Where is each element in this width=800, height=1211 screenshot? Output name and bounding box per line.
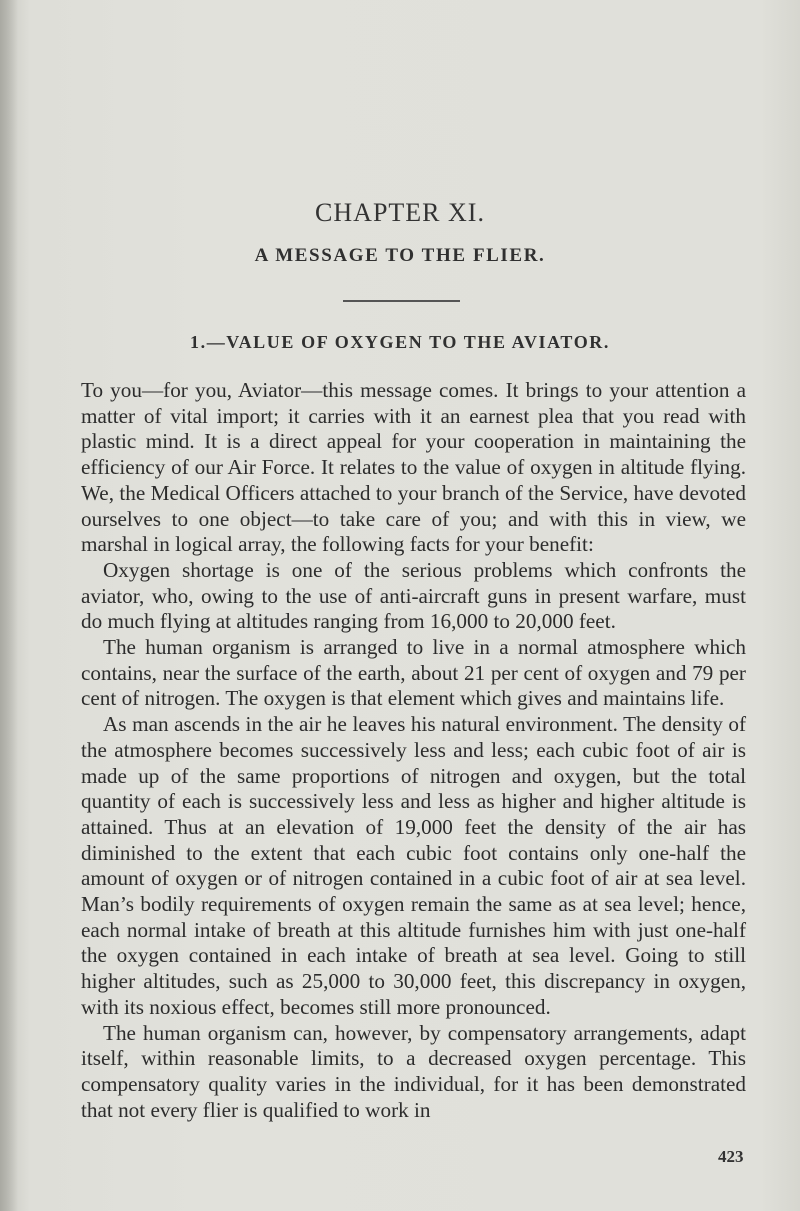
section-heading: 1.—VALUE OF OXYGEN TO THE AVIATOR. — [190, 332, 610, 352]
paragraph: The human organism is arranged to live in a normal atmosphere which contains, near the surface of the earth, about 21 per cent of oxygen and 79 per cent of nitrogen. The oxygen is that element which gives and maintains life. — [81, 635, 746, 711]
page-number: 423 — [718, 1147, 744, 1166]
chapter-heading: CHAPTER XI. — [315, 198, 485, 227]
paragraph: The human organism can, however, by compensatory arrangements, adapt itself, within reasonable limits, to a decreased oxygen percentage. This compensatory quality varies in the individual, for it has been demonstrated that not every flier is qualified to work in — [81, 1020, 746, 1122]
paragraph: To you—for you, Aviator—this message comes. It brings to your attention a matter of vital import; it carries with it an earnest plea that you read with plastic mind. It is a direct appeal for your cooperation in maintaining the efficiency of our Air Force. It relates to the value of oxygen in altitude flying. We, the Medical Officers attached to your branch of the Service, have devoted ourselves to one object—to take care of you; and with this in view, we marshal in logical array, the following facts for your benefit: — [81, 378, 746, 557]
title-rule — [343, 300, 460, 302]
binding-shadow — [0, 0, 18, 1211]
chapter-title: A MESSAGE TO THE FLIER. — [254, 245, 546, 266]
paragraph: Oxygen shortage is one of the serious problems which confronts the aviator, who, owing to the use of anti-aircraft guns in present warfare, must do much flying at altitudes ranging from 16,000 to 20,000 feet. — [81, 557, 746, 634]
paragraph: As man ascends in the air he leaves his natural environment. The density of the atmosphere becomes successively less and less; each cubic foot of air is made up of the same proportions of nitrogen and oxygen, but the total quantity of each is successively less and less as higher and higher altitude is attained. Thus at an elevation of 19,000 feet the density of the air has diminished to the extent that each cubic foot contains only one-half the amount of oxygen or of nitrogen contained in a cubic foot of air at sea level. Man’s bodily requirements of oxygen remain the same as at sea level; hence, each normal intake of breath at this altitude furnishes him with just one-half the oxygen contained in each intake of breath at sea level. Going to still higher altitudes, such as 25,000 to 30,000 feet, this discrepancy in oxygen, with its noxious effect, becomes still more pronounced. — [81, 712, 746, 1019]
body-text — [81, 378, 746, 1123]
